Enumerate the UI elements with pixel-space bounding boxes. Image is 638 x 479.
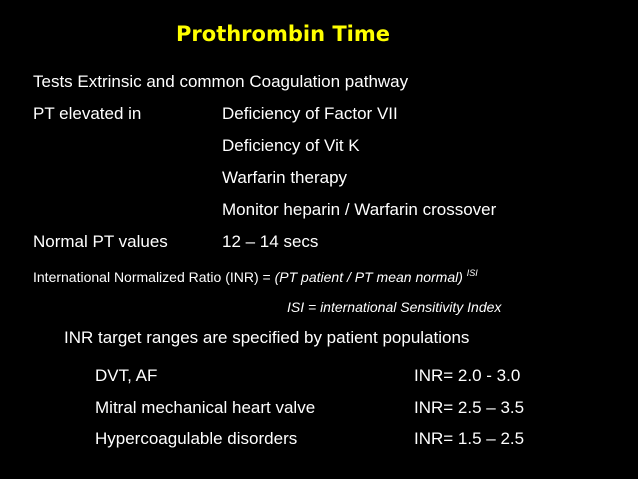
tests-line: Tests Extrinsic and common Coagulation pathway xyxy=(33,72,409,91)
normal-pt-label: Normal PT values xyxy=(33,232,168,251)
normal-pt-value: 12 – 14 secs xyxy=(222,232,319,251)
isi-definition: ISI = international Sensitivity Index xyxy=(287,299,502,315)
pt-cause-factor-vii: Deficiency of Factor VII xyxy=(222,104,398,123)
inr-label: International Normalized Ratio (INR) = xyxy=(33,269,271,285)
pt-elevated-label: PT elevated in xyxy=(33,104,142,123)
inr-targets-heading: INR target ranges are specified by patient populations xyxy=(64,328,470,347)
inr-line xyxy=(33,267,478,289)
inr-exponent: ISI xyxy=(466,268,478,278)
target-range-mitral-valve: INR= 2.5 – 3.5 xyxy=(414,398,525,417)
target-population-dvt-af: DVT, AF xyxy=(95,366,158,385)
slide-title: Prothrombin Time xyxy=(176,22,390,46)
inr-formula: (PT patient / PT mean normal) xyxy=(274,269,463,285)
target-range-hypercoagulable: INR= 1.5 – 2.5 xyxy=(414,429,525,448)
target-population-hypercoagulable: Hypercoagulable disorders xyxy=(95,429,298,448)
pt-cause-vit-k: Deficiency of Vit K xyxy=(222,136,360,155)
target-population-mitral-valve: Mitral mechanical heart valve xyxy=(95,398,316,417)
pt-cause-crossover: Monitor heparin / Warfarin crossover xyxy=(222,200,497,219)
pt-cause-warfarin: Warfarin therapy xyxy=(222,168,348,187)
target-range-dvt-af: INR= 2.0 - 3.0 xyxy=(414,366,521,385)
